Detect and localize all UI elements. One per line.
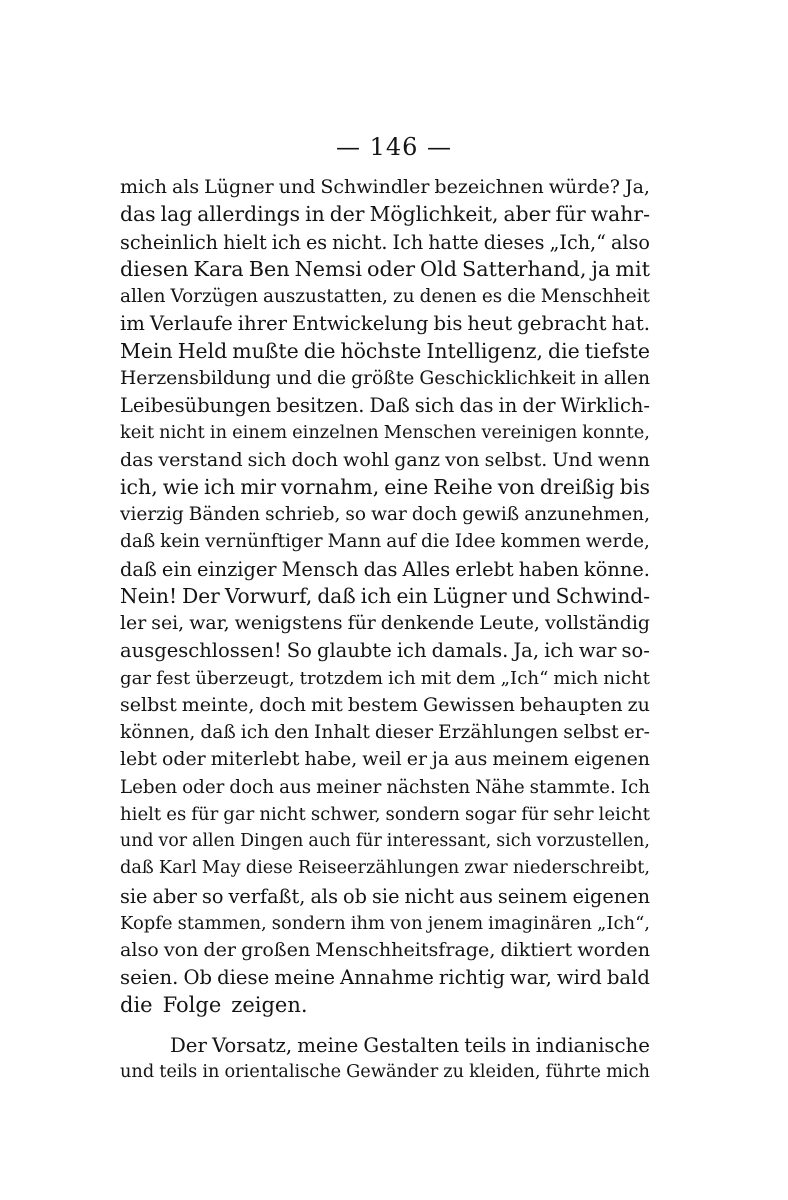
text-line: diesen Kara Ben Nemsi oder Old Satterhand, ja mit bbox=[120, 256, 650, 281]
text-line: Leben oder doch aus meiner nächsten Nähe stammte. Ich bbox=[120, 776, 650, 798]
paragraph bbox=[120, 1032, 650, 1087]
text-line: gar fest überzeugt, trotzdem ich mit dem „Ich“ mich nicht bbox=[120, 667, 650, 689]
text-line: können, daß ich den Inhalt dieser Erzählungen selbst er- bbox=[120, 722, 650, 743]
text-line: die Folge zeigen. bbox=[120, 992, 308, 1017]
text-line: und teils in orientalische Gewänder zu kleiden, führte mich bbox=[120, 1062, 650, 1082]
text-line: daß kein vernünftiger Mann auf die Idee kommen werde, bbox=[120, 531, 650, 553]
paragraph bbox=[120, 174, 650, 1019]
text-line: ich, wie ich mir vornahm, eine Reihe von dreißig bis bbox=[120, 474, 650, 499]
text-line: mich als Lügner und Schwindler bezeichnen würde? Ja, bbox=[120, 176, 650, 198]
text-line: ler sei, war, wenigstens für denkende Leute, vollständig bbox=[120, 612, 650, 634]
paragraph-gap bbox=[120, 1019, 650, 1032]
text-line: daß Karl May diese Reiseerzählungen zwar niederschreibt, bbox=[120, 858, 650, 879]
body-text bbox=[120, 174, 650, 1086]
text-line: also von der großen Menschheitsfrage, diktiert worden bbox=[120, 939, 650, 961]
text-line: Kopfe stammen, sondern ihm von jenem imaginären „Ich“, bbox=[120, 912, 650, 934]
text-line: selbst meinte, doch mit bestem Gewissen behaupten zu bbox=[120, 693, 650, 716]
text-line: scheinlich hielt ich es nicht. Ich hatte dieses „Ich,“ also bbox=[120, 230, 650, 254]
text-line: Mein Held mußte die höchste Intelligenz, die tiefste bbox=[120, 338, 650, 363]
text-line: Herzensbildung und die größte Geschicklichkeit in allen bbox=[120, 367, 650, 389]
text-line: daß ein einziger Mensch das Alles erlebt haben könne. bbox=[120, 557, 650, 581]
text-line: lebt oder miterlebt habe, weil er ja aus meinem eigenen bbox=[120, 748, 650, 771]
text-line: das verstand sich doch wohl ganz von selbst. Und wenn bbox=[120, 448, 650, 471]
text-line: ausgeschlossen! So glaubte ich damals. Ja, ich war so- bbox=[120, 639, 650, 663]
text-line: hielt es für gar nicht schwer, sondern sogar für sehr leicht bbox=[120, 803, 650, 825]
text-line: keit nicht in einem einzelnen Menschen vereinigen konnte, bbox=[120, 422, 650, 444]
text-line: und vor allen Dingen auch für interessant, sich vorzustellen, bbox=[120, 831, 650, 851]
page-number: — 146 — bbox=[335, 133, 453, 161]
text-line: sie aber so verfaßt, als ob sie nicht aus seinem eigenen bbox=[120, 884, 650, 908]
text-line: im Verlaufe ihrer Entwickelung bis heut gebracht hat. bbox=[120, 312, 650, 336]
text-line: vierzig Bänden schrieb, so war doch gewiß anzunehmen, bbox=[120, 504, 650, 525]
text-line: allen Vorzügen auszustatten, zu denen es die Menschheit bbox=[120, 286, 650, 307]
text-line: das lag allerdings in der Möglichkeit, aber für wahr- bbox=[120, 202, 650, 227]
text-line: seien. Ob diese meine Annahme richtig war, wird bald bbox=[120, 966, 650, 990]
text-line: Leibesübungen besitzen. Daß sich das in der Wirklich- bbox=[120, 394, 650, 417]
text-line: Der Vorsatz, meine Gestalten teils in indianische bbox=[170, 1033, 650, 1057]
text-line: Nein! Der Vorwurf, daß ich ein Lügner und Schwind- bbox=[120, 583, 650, 608]
